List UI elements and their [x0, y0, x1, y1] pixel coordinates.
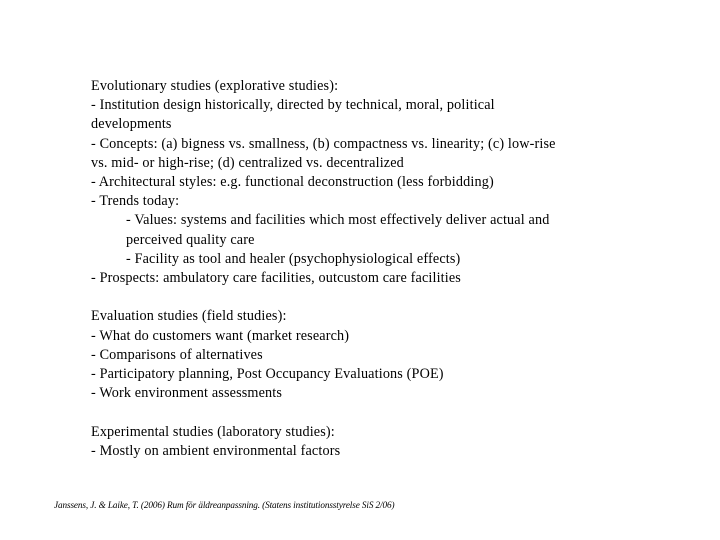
citation-footnote: Janssens, J. & Laike, T. (2006) Rum för äldreanpassning. (Statens institutionsstyrelse SiS 2/06) — [54, 500, 395, 510]
slide-body — [91, 77, 651, 461]
evaluation-heading: Evaluation studies (field studies): — [91, 308, 287, 325]
evolutionary-subline: perceived quality care — [126, 231, 255, 248]
evolutionary-heading: Evolutionary studies (explorative studies): — [91, 78, 339, 94]
evolutionary-line: - Architectural styles: e.g. functional deconstruction (less forbidding) — [91, 174, 494, 191]
evaluation-line: - Work environment assessments — [91, 385, 283, 402]
evaluation-line: - Participatory planning, Post Occupancy Evaluations (POE) — [91, 366, 444, 383]
evolutionary-subline: - Values: systems and facilities which most effectively deliver actual and — [126, 212, 550, 229]
evolutionary-line: - Prospects: ambulatory care facilities, outcustom care facilities — [91, 270, 461, 287]
evolutionary-section — [91, 77, 651, 288]
evaluation-line: - Comparisons of alternatives — [91, 346, 263, 363]
section-spacer — [91, 288, 651, 307]
experimental-section — [91, 423, 651, 461]
section-spacer — [91, 403, 651, 422]
evolutionary-line: - Concepts: (a) bigness vs. smallness, (b) compactness vs. linearity; (c) low-rise — [91, 135, 556, 152]
evolutionary-line: developments — [91, 116, 172, 133]
experimental-heading: Experimental studies (laboratory studies): — [91, 423, 335, 440]
evaluation-line: - What do customers want (market research) — [91, 327, 350, 344]
evolutionary-line: vs. mid- or high-rise; (d) centralized vs. decentralized — [91, 154, 404, 171]
evolutionary-line: - Trends today: — [91, 193, 180, 210]
evolutionary-line: - Institution design historically, directed by technical, moral, political — [91, 97, 495, 114]
experimental-line: - Mostly on ambient environmental factors — [91, 442, 341, 459]
evolutionary-subline: - Facility as tool and healer (psychophysiological effects) — [126, 250, 461, 267]
evaluation-section — [91, 307, 651, 403]
